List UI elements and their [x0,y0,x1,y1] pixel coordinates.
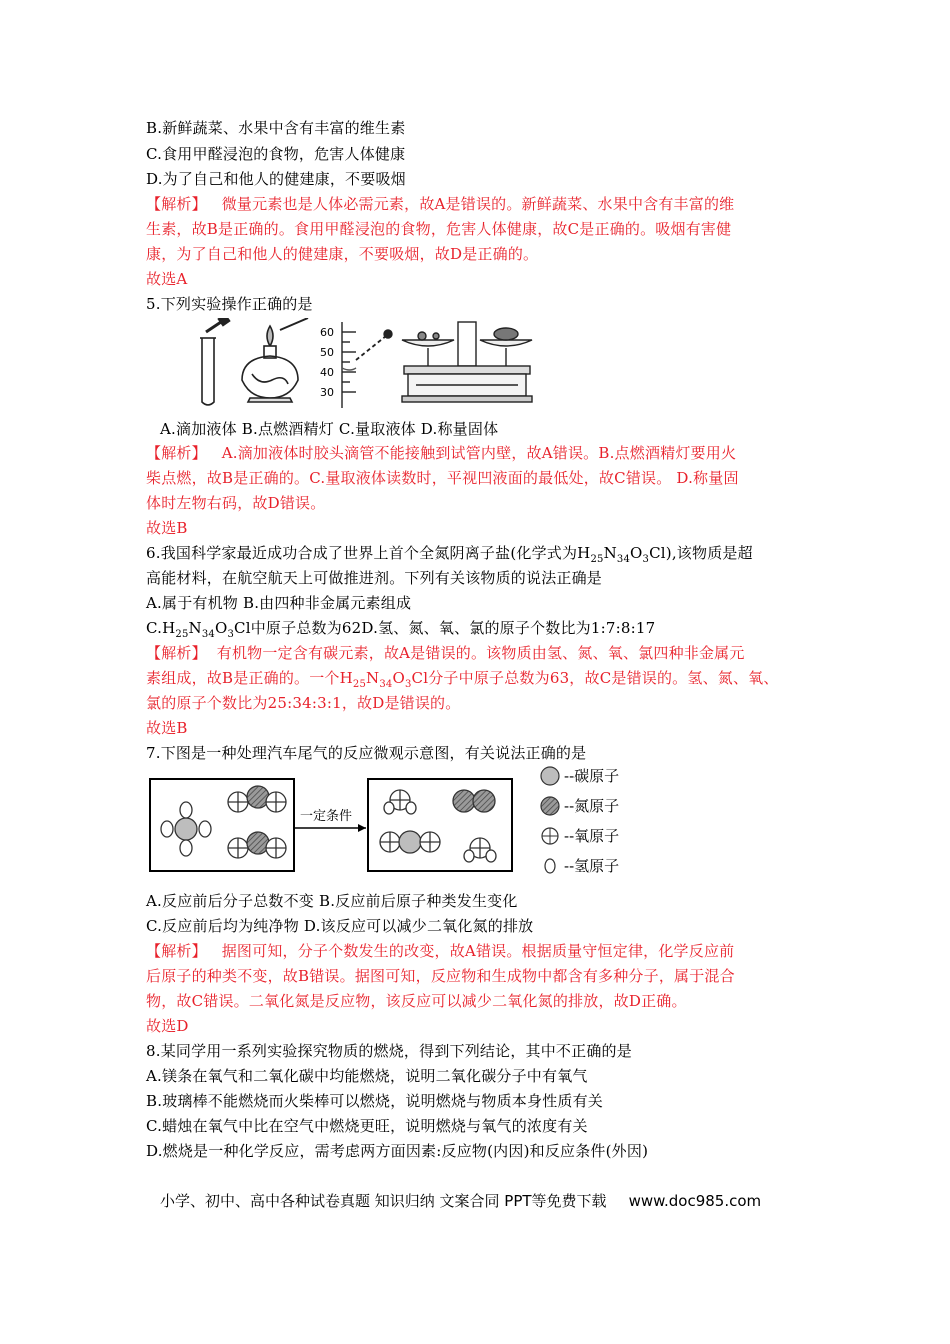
methane-molecule [161,802,211,856]
nitrogen-molecule [453,790,495,812]
legend-carbon: --碳原子 [540,766,619,786]
cyl-label: 40 [320,366,334,379]
q6-stem-line2: 高能材料，在航空航天上可做推进剂。下列有关该物质的说法正确是 [146,569,603,587]
q5-stem: 5.下列实验操作正确的是 [146,295,313,313]
legend-nitrogen: --氮原子 [540,796,619,816]
q7-analysis-line1: 【解析】 据图可知，分子个数发生的改变，故A错误。根据质量守恒定律，化学反应前 [146,942,735,960]
hydrogen-atom-icon [540,856,560,876]
cyl-label: 60 [320,326,334,339]
analysis-tag: 【解析】 [146,942,207,960]
q7-answer: 故选D [146,1017,189,1035]
carbon-dioxide-molecule [380,831,440,853]
q6-analysis-line1: 【解析】 有机物一定含有碳元素，故A是错误的。该物质由氢、氮、氧、氯四种非金属元 [146,644,745,662]
carbon-atom-icon [540,766,560,786]
q5-analysis-line1: 【解析】 A.滴加液体时胶头滴管不能接触到试管内壁，故A错误。B.点燃酒精灯要用火 [146,444,737,462]
q7-analysis-line2: 后原子的种类不变，故B错误。据图可知，反应物和生成物中都含有多种分子，属于混合 [146,967,735,985]
q4-option-c: C.食用甲醛浸泡的食物，危害人体健康 [146,145,406,163]
q5-options: A.滴加液体 B.点燃酒精灯 C.量取液体 D.称量固体 [160,420,499,438]
water-molecule [384,790,416,814]
q7-stem: 7.下图是一种处理汽车尾气的反应微观示意图，有关说法正确的是 [146,744,587,762]
q8-stem: 8.某同学用一系列实验探究物质的燃烧，得到下列结论，其中不正确的是 [146,1042,632,1060]
water-molecule [464,838,496,862]
legend-oxygen: --氧原子 [540,826,619,846]
q4-option-d: D.为了自己和他人的健建康，不要吸烟 [146,170,406,188]
q6-analysis-line2: 素组成，故B是正确的。一个$H_{25}N_{34}O_3Cl$分子中原子总数为63，故C是错误的。氢、氮、氧、 [146,669,779,690]
balance-scale-icon [402,322,532,402]
q6-stem-line1: 6.我国科学家最近成功合成了世界上首个全氮阴离子盐(化学式为$H_{25}N_{34}O_3Cl$),该物质是超 [146,544,753,565]
analysis-tag: 【解析】 [146,444,207,462]
page-footer [160,1190,761,1211]
legend-hydrogen: --氢原子 [540,856,619,876]
q7-options-ab: A.反应前后分子总数不变 B.反应前后原子种类发生变化 [146,892,518,910]
q5-answer: 故选B [146,519,188,537]
q6-options-ab: A.属于有机物 B.由四种非金属元素组成 [146,594,412,612]
cyl-label: 50 [320,346,334,359]
q4-option-b: B.新鲜蔬菜、水果中含有丰富的维生素 [146,119,406,137]
nitrogen-atom-icon [540,796,560,816]
oxygen-atom-icon [540,826,560,846]
reaction-condition: 一定条件 [300,809,353,824]
graduated-cylinder-icon [342,322,392,408]
q4-analysis-line1: 【解析】 微量元素也是人体必需元素，故A是错误的。新鲜蔬菜、水果中含有丰富的维 [146,195,735,213]
q4-analysis-line2: 生素，故B是正确的。食用甲醛浸泡的食物，危害人体健康，故C是正确的。吸烟有害健 [146,220,732,238]
q5-analysis-line3: 体时左物右码，故D错误。 [146,494,326,512]
q4-analysis-line3: 康，为了自己和他人的健建康，不要吸烟，故D是正确的。 [146,245,539,263]
q8-option-b: B.玻璃棒不能燃烧而火柴棒可以燃烧，说明燃烧与物质本身性质有关 [146,1092,603,1110]
q8-option-d: D.燃烧是一种化学反应，需考虑两方面因素:反应物(内因)和反应条件(外因) [146,1142,649,1160]
q5-analysis-line2: 柴点燃，故B是正确的。C.量取液体读数时，平视凹液面的最低处，故C错误。 D.称量固 [146,469,739,487]
nitrogen-dioxide-molecule [228,786,286,812]
test-tube-dropper-icon [200,318,230,405]
analysis-tag: 【解析】 [146,195,207,213]
cyl-label: 30 [320,386,334,399]
q7-analysis-line3: 物，故C错误。二氧化氮是反应物，该反应可以减少二氧化氮的排放，故D正确。 [146,992,687,1010]
analysis-tag: 【解析】 [146,644,207,662]
q8-option-c: C.蜡烛在氧气中比在空气中燃烧更旺，说明燃烧与氧气的浓度有关 [146,1117,588,1135]
q6-options-cd: $C.H_{25}N_{34}O_3Cl$中原子总数为62D.氢、氮、氧、氯的原子个数比为1:7:8:17 [146,619,656,640]
nitrogen-dioxide-molecule [228,832,286,858]
alcohol-lamp-icon [242,318,308,402]
q8-option-a: A.镁条在氧气和二氧化碳中均能燃烧，说明二氧化碳分子中有氧气 [146,1067,588,1085]
lab-operations-figure [180,318,540,410]
footer-url[interactable]: www.doc985.com [628,1192,762,1210]
q7-options-cd: C.反应前后均为纯净物 D.该反应可以减少二氧化氮的排放 [146,917,534,935]
reaction-diagram [146,768,526,880]
q6-answer: 故选B [146,719,188,737]
q6-analysis-line3: 氯的原子个数比为25:34:3:1，故D是错误的。 [146,694,461,712]
footer-text: 小学、初中、高中各种试卷真题 知识归纳 文案合同 PPT等免费下载 [160,1192,607,1210]
q4-answer: 故选A [146,270,188,288]
